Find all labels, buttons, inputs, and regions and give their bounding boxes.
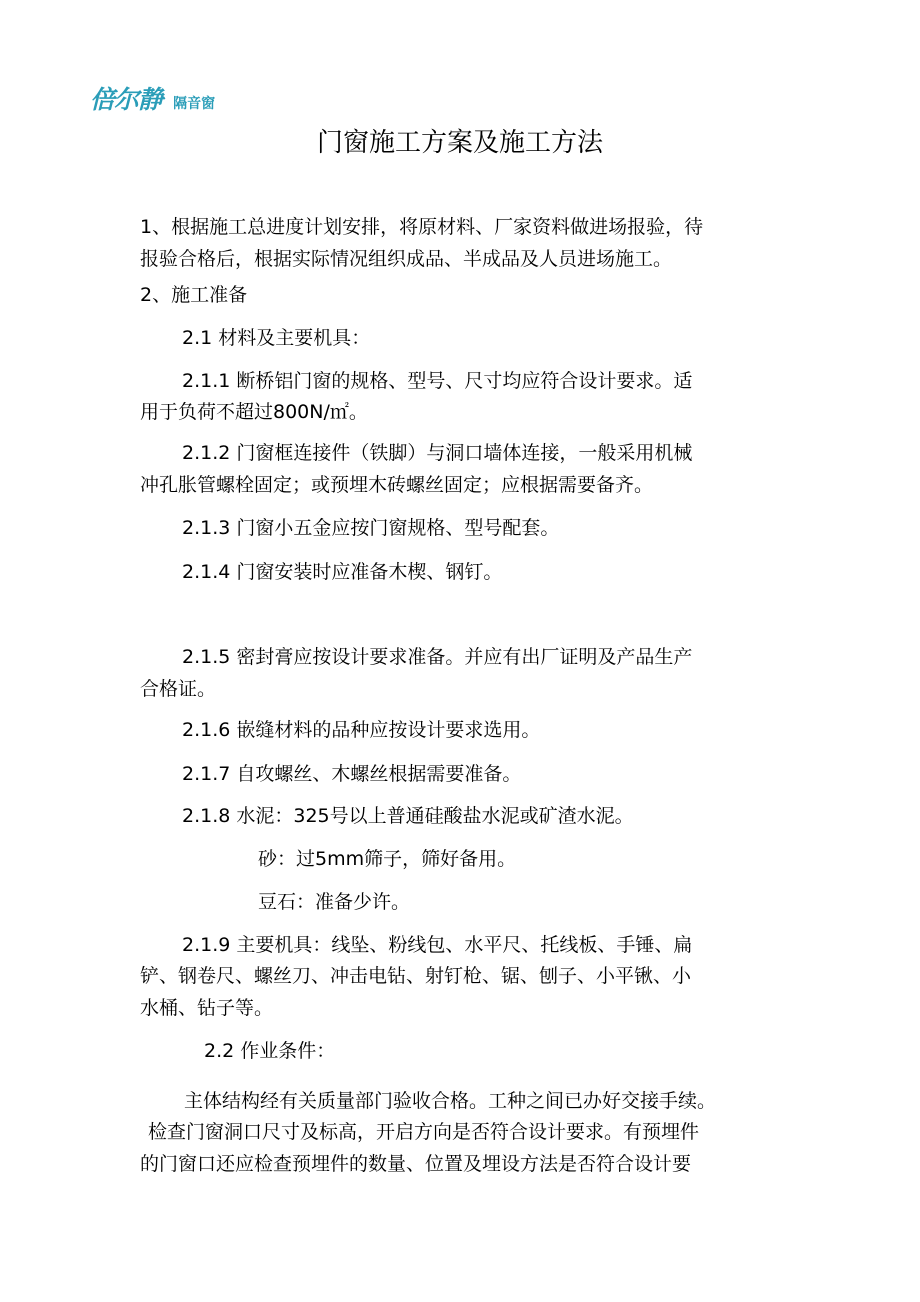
paragraph-line: 合格证。: [140, 678, 217, 700]
paragraph-line: 2.1.5 密封膏应按设计要求准备。并应有出厂证明及产品生产: [182, 646, 693, 668]
paragraph-line: 2.1.2 门窗框连接件（铁脚）与洞口墙体连接，一般采用机械: [182, 442, 693, 464]
subsection-heading: 2.1 材料及主要机具：: [182, 327, 371, 349]
paragraph-line: 主体结构经有关质量部门验收合格。工种之间已办好交接手续。: [184, 1090, 717, 1112]
page-title: 门窗施工方案及施工方法: [316, 128, 603, 158]
logo-subtitle: 隔音窗: [173, 96, 216, 112]
paragraph-line: 冲孔胀管螺栓固定；或预埋木砖螺丝固定；应根据需要备齐。: [140, 474, 654, 496]
paragraph-line: 2.1.7 自攻螺丝、木螺丝根据需要准备。: [182, 763, 522, 785]
paragraph-line: 检查门窗洞口尺寸及标高，开启方向是否符合设计要求。有预埋件: [148, 1121, 700, 1143]
paragraph-line: 水桶、钻子等。: [140, 997, 274, 1019]
paragraph-line: 砂：过5mm筛子，筛好备用。: [258, 848, 517, 870]
paragraph-line: 2.1.4 门窗安装时应准备木楔、钢钉。: [182, 561, 503, 583]
paragraph-line: 用于负荷不超过800N/㎡。: [140, 401, 368, 423]
brand-logo: [90, 80, 215, 116]
paragraph-line: 豆石：准备少许。: [258, 891, 411, 913]
paragraph-line: 铲、钢卷尺、螺丝刀、冲击电钻、射钉枪、锯、刨子、小平锹、小: [140, 965, 692, 987]
subsection-heading: 2.2 作业条件：: [204, 1040, 336, 1062]
logo-brand-text: 倍尔静: [90, 85, 163, 114]
paragraph-line: 2.1.1 断桥铝门窗的规格、型号、尺寸均应符合设计要求。适: [182, 370, 693, 392]
section-heading: 2、施工准备: [140, 284, 248, 306]
paragraph-line: 的门窗口还应检查预埋件的数量、位置及埋设方法是否符合设计要: [140, 1153, 692, 1175]
paragraph-line: 1、根据施工总进度计划安排，将原材料、厂家资料做进场报验，待: [140, 216, 704, 238]
paragraph-line: 报验合格后，根据实际情况组织成品、半成品及人员进场施工。: [140, 248, 673, 270]
paragraph-line: 2.1.6 嵌缝材料的品种应按设计要求选用。: [182, 719, 541, 741]
paragraph-line: 2.1.9 主要机具：线坠、粉线包、水平尺、托线板、手锤、扁: [182, 934, 693, 956]
paragraph-line: 2.1.3 门窗小五金应按门窗规格、型号配套。: [182, 517, 560, 539]
paragraph-line: 2.1.8 水泥：325号以上普通硅酸盐水泥或矿渣水泥。: [182, 805, 634, 827]
